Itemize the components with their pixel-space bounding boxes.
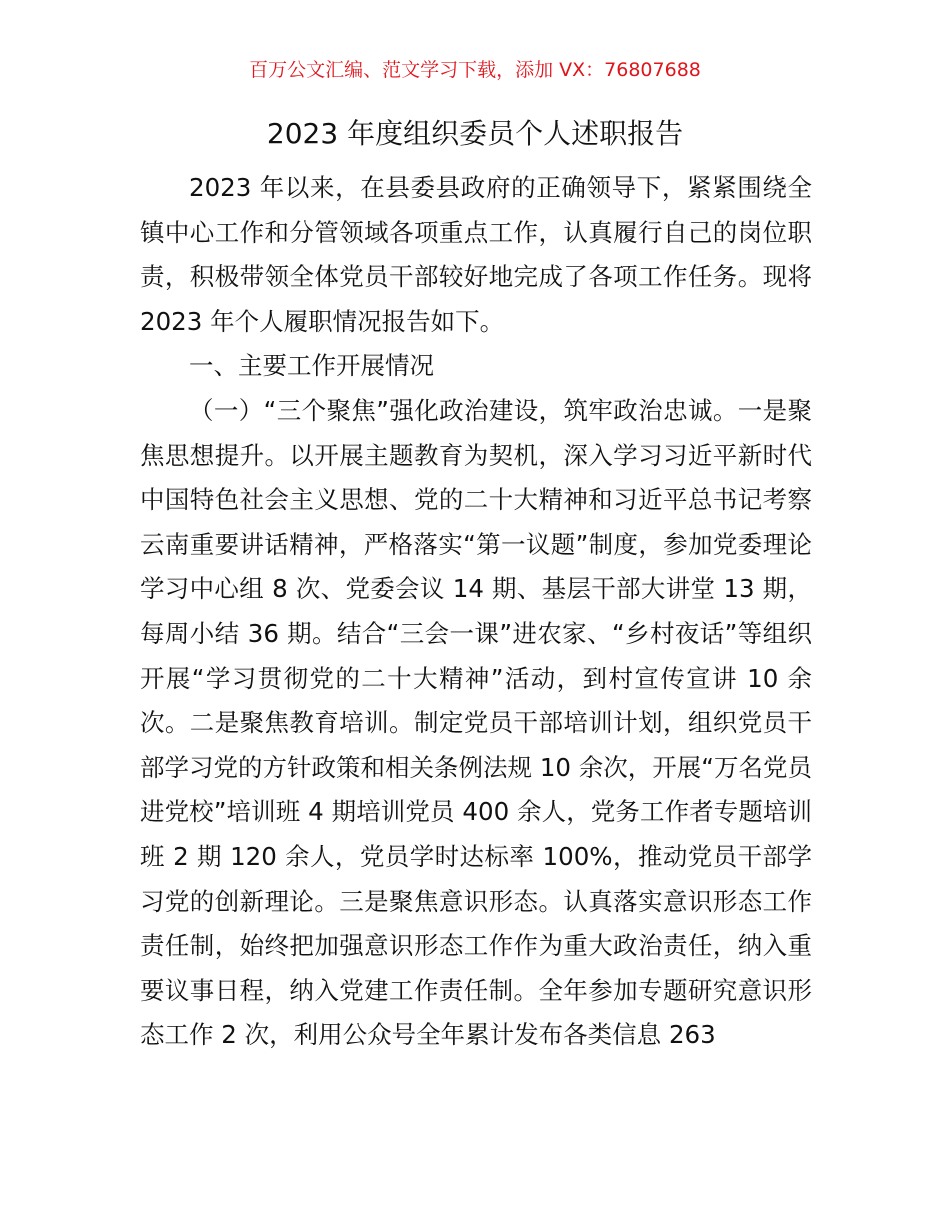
document-body [140, 166, 812, 1058]
body-paragraph: （一）“三个聚焦”强化政治建设，筑牢政治忠诚。一是聚焦思想提升。以开展主题教育为契机，深入学习习近平新时代中国特色社会主义思想、党的二十大精神和习近平总书记考察云南重要讲话精神，严格落实“第一议题”制度，参加党委理论学习中心组 8 次、党委会议 14 期、基层干部大讲堂 13 期，每周小结 36 期。结合“三会一课”进农家、“乡村夜话”等组织开展“学习贯彻党的二十大精神”活动，到村宣传宣讲 10 余次。二是聚焦教育培训。制定党员干部培训计划，组织党员干部学习党的方针政策和相关条例法规 10 余次，开展“万名党员进党校”培训班 4 期培训党员 400 余人，党务工作者专题培训班 2 期 120 余人，党员学时达标率 100%，推动党员干部学习党的创新理论。三是聚焦意识形态。认真落实意识形态工作责任制，始终把加强意识形态工作作为重大政治责任，纳入重要议事日程，纳入党建工作责任制。全年参加专题研究意识形态工作 2 次，利用公众号全年累计发布各类信息 263 [140, 395, 812, 1050]
section-heading: 一、主要工作开展情况 [189, 351, 434, 381]
watermark-header: 百万公文汇编、范文学习下载，添加 VX：76807688 [249, 59, 701, 81]
intro-paragraph: 2023 年以来，在县委县政府的正确领导下，紧紧围绕全镇中心工作和分管领域各项重点工作，认真履行自己的岗位职责，积极带领全体党员干部较好地完成了各项工作任务。现将 2023 年个人履职情况报告如下。 [140, 173, 812, 336]
document-title: 2023 年度组织委员个人述职报告 [266, 117, 684, 150]
